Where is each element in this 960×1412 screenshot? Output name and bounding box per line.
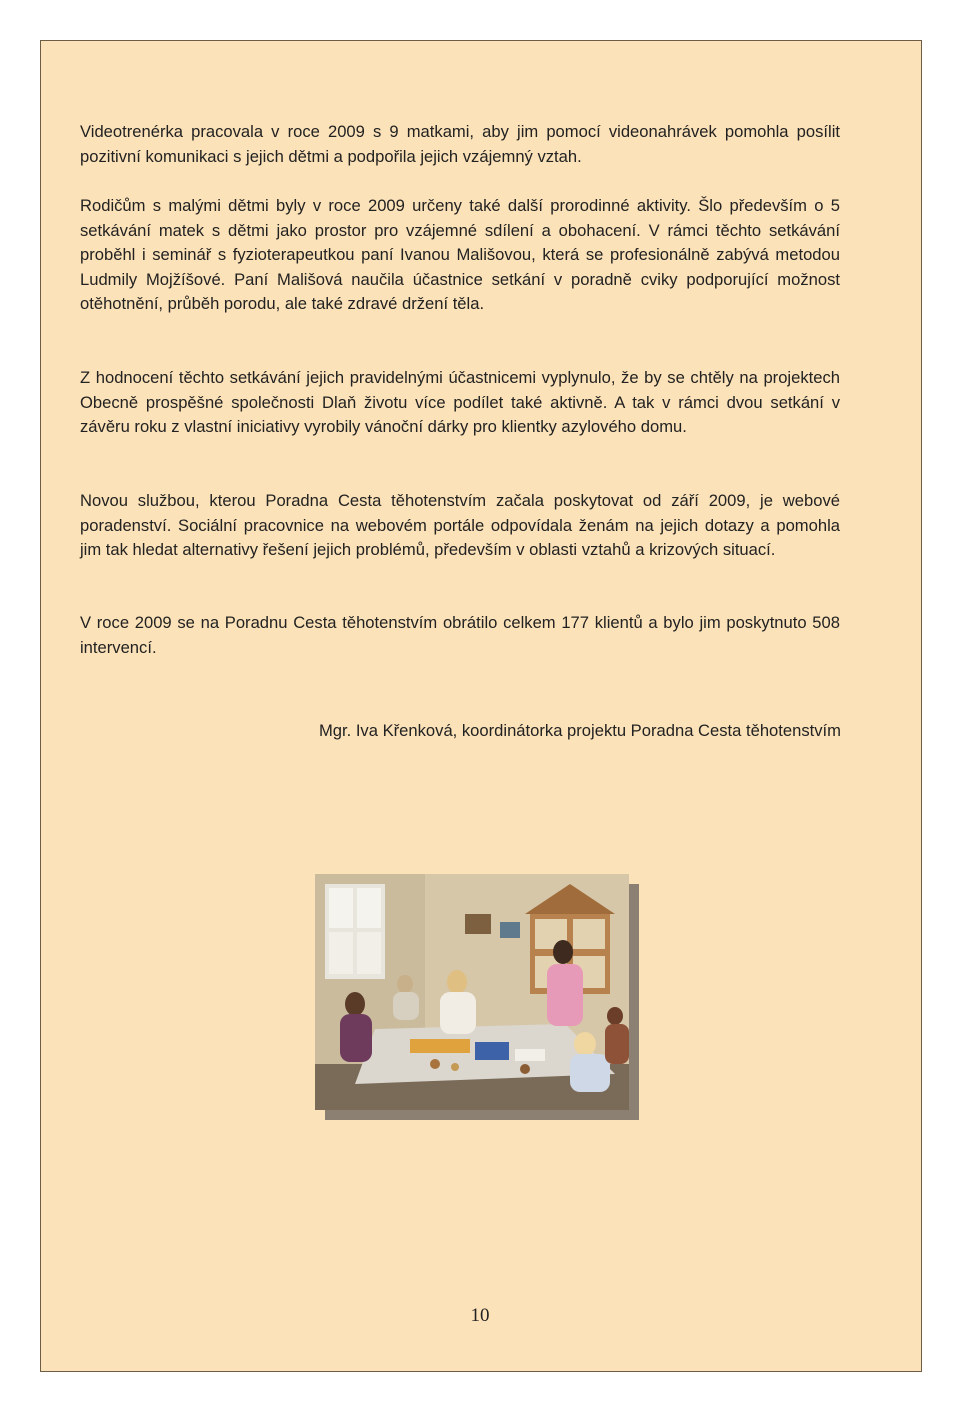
- signature: Mgr. Iva Křenková, koordinátorka projektu Poradna Cesta těhotenstvím: [318, 721, 841, 740]
- paragraph-videotraining: [80, 120, 840, 169]
- paragraph-family-activities: [80, 194, 840, 317]
- paragraph-web-counseling: [80, 489, 840, 563]
- paragraph-text: Videotrenérka pracovala v roce 2009 s 9 matkami, aby jim pomocí videonahrávek pomohla posílit pozitivní komunikaci s jejich dětmi a podpořila jejich vzájemný vztah.: [80, 122, 840, 166]
- paragraph-text: V roce 2009 se na Poradnu Cesta těhotenstvím obrátilo celkem 177 klientů a bylo jim poskytnuto 508 intervencí.: [80, 613, 840, 657]
- workshop-photo: [315, 874, 629, 1110]
- paragraph-text: Rodičům s malými dětmi byly v roce 2009 určeny také další prorodinné aktivity. Šlo především o 5 setkávání matek s dětmi jako prostor pro vzájemné sdílení a obohacení. V rámci těchto setkávání proběhl i seminář s fyzioterapeutkou paní Ivanou Mališovou, která se profesionálně zabývá metodou Ludmily Mojžíšové. Paní Mališová naučila účastnice setkání v poradně cviky podporující možnost otěhotnění, průběh porodu, ale také zdravé držení těla.: [80, 196, 840, 314]
- paragraph-evaluation: [80, 366, 840, 440]
- workshop-photo-illustration: [315, 874, 629, 1110]
- paragraph-statistics: [80, 611, 840, 660]
- paragraph-text: Novou službou, kterou Poradna Cesta těhotenstvím začala poskytovat od září 2009, je webové poradenství. Sociální pracovnice na webovém portále odpovídala ženám na jejich dotazy a pomohla jim tak hledat alternativy řešení jejich problémů, především v oblasti vztahů a krizových situací.: [80, 491, 840, 560]
- paragraph-text: Z hodnocení těchto setkávání jejich pravidelnými účastnicemi vyplynulo, že by se chtěly na projektech Obecně prospěšné společnosti Dlaň životu více podílet také aktivně. A tak v rámci dvou setkání v závěru roku z vlastní iniciativy vyrobily vánoční dárky pro klientky azylového domu.: [80, 368, 840, 437]
- page-number: 10: [470, 1305, 490, 1326]
